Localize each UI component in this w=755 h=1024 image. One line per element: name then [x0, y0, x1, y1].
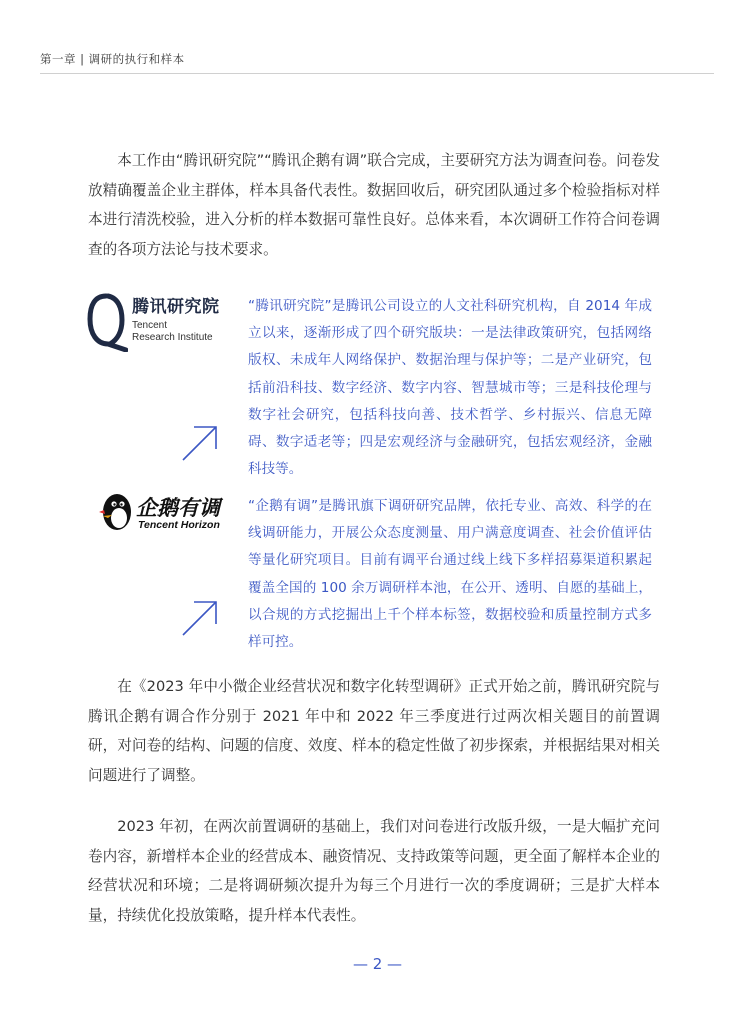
logo1-english-line2: Research Institute [132, 332, 213, 343]
diagonal-arrow-icon [180, 598, 220, 638]
tencent-research-institute-logo [86, 292, 231, 352]
intro-paragraph: 本工作由“腾讯研究院”“腾讯企鹅有调”联合完成，主要研究方法为调查问卷。问卷发放精确覆盖企业主群体，样本具备代表性。数据回收后，研究团队通过多个检验指标对样本进行清洗校验，进入分析的样本数据可靠性良好。总体来看，本次调研工作符合问卷调查的各项方法论与技术要求。 [88, 152, 660, 258]
diagonal-arrow-icon [180, 423, 220, 463]
logo1-chinese-name: 腾讯研究院 [132, 297, 220, 317]
penguin-logo-icon [98, 490, 136, 534]
org1-description: “腾讯研究院”是腾讯公司设立的人文社科研究机构，自 2014 年成立以来，逐渐形成了四个研究版块：一是法律政策研究，包括网络版权、未成年人网络保护、数据治理与保护等；二是产业研究，包括前沿科技、数字经济、数字内容、智慧城市等；三是科技伦理与数字社会研究，包括科技向善、技术哲学、乡村振兴、信息无障碍、数字适老等；四是宏观经济与金融研究，包括宏观经济，金融科技等。 [248, 298, 652, 478]
tencent-research-logo-icon [86, 292, 128, 352]
pre-survey-paragraph: 在《2023 年中小微企业经营状况和数字化转型调研》正式开始之前，腾讯研究院与腾讯企鹅有调合作分别于 2021 年中和 2022 年三季度进行过两次相关题目的前置调研，对问卷的结构、问题的信度、效度、样本的稳定性做了初步探索，并根据结果对相关问题进行了调整。 [88, 678, 660, 784]
chapter-header: 第一章 | 调研的执行和样本 [40, 52, 185, 66]
org2-description: “企鹅有调”是腾讯旗下调研研究品牌，依托专业、高效、科学的在线调研能力，开展公众态度测量、用户满意度调查、社会价值评估等量化研究项目。目前有调平台通过线上线下多样招募渠道积累起覆盖全国的 100 余万调研样本池，在公开、透明、自愿的基础上，以合规的方式挖掘出上千个样本标签，数据校验和质量控制方式多样可控。 [248, 498, 652, 651]
logo1-english-line1: Tencent [132, 320, 168, 331]
tencent-horizon-logo [98, 490, 233, 536]
upgrade-paragraph: 2023 年初，在两次前置调研的基础上，我们对问卷进行改版升级，一是大幅扩充问卷内容，新增样本企业的经营成本、融资情况、支持政策等问题，更全面了解样本企业的经营状况和环境；二是将调研频次提升为每三个月进行一次的季度调研；三是扩大样本量，持续优化投放策略，提升样本代表性。 [88, 818, 660, 924]
page-number: — 2 — [352, 955, 403, 973]
header-divider [40, 73, 714, 74]
logo2-english-name: Tencent Horizon [138, 519, 220, 531]
logo2-chinese-name: 企鹅有调 [136, 496, 220, 520]
